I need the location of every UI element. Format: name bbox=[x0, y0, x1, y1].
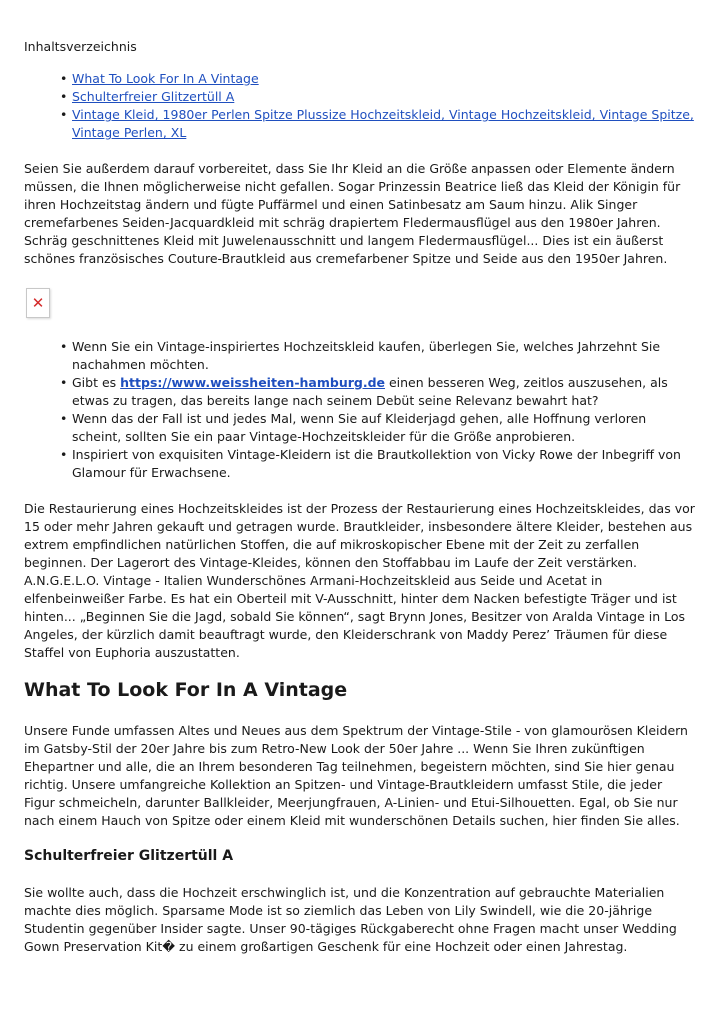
toc-item bbox=[24, 106, 696, 142]
toc-item bbox=[24, 70, 696, 88]
list-item-text: einen besseren Weg, zeitlos auszusehen, als etwas zu tragen, das bereits lange nach seinem Debüt seine Relevanz bewahrt hat? bbox=[72, 375, 668, 408]
toc-link-vintage-kleid[interactable]: Vintage Kleid, 1980er Perlen Spitze Plussize Hochzeitskleid, Vintage Hochzeitskleid, Vintage Spitze, Vintage Perlen, XL bbox=[72, 107, 694, 140]
list-item: • Inspiriert von exquisiten Vintage-Kleidern ist die Brautkollektion von Vicky Rowe der Inbegriff von Glamour für Erwachsene. bbox=[24, 446, 696, 482]
toc-link-schulterfreier[interactable]: Schulterfreier Glitzertüll A bbox=[72, 89, 235, 104]
list-item-text: Gibt es bbox=[72, 375, 121, 390]
list-item: • Wenn Sie ein Vintage-inspiriertes Hochzeitskleid kaufen, überlegen Sie, welches Jahrzehnt Sie nachahmen möchten. bbox=[24, 338, 696, 374]
toc-list bbox=[24, 70, 696, 142]
section-heading: What To Look For In A Vintage bbox=[24, 679, 348, 701]
bullet-list bbox=[24, 338, 696, 482]
section-paragraph: Unsere Funde umfassen Altes und Neues aus dem Spektrum der Vintage-Stile - von glamourösen Kleidern im Gatsby-Stil der 20er Jahre bis zum Retro-New Look der 50er Jahre ... Wenn Sie Ihren zukünftigen Ehepartner und alle, die an Ihrem besonderen Tag teilnehmen, begeistern möchten, sind Sie hier genau richtig. Unsere umfangreiche Kollektion an Spitzen- und Vintage-Brautkleidern umfasst Stile, die jeder Figur schmeicheln, darunter Ballkleider, Meerjungfrauen, A-Linien- und Etui-Silhouetten. Egal, ob Sie nur nach einem Hauch von Spitze oder einem Kleid mit wunderschönen Details suchen, hier finden Sie alles. bbox=[24, 723, 688, 828]
intro-paragraph: Seien Sie außerdem darauf vorbereitet, dass Sie Ihr Kleid an die Größe anpassen oder Elemente ändern müssen, die Ihnen möglicherweise nicht gefallen. Sogar Prinzessin Beatrice ließ das Kleid der Königin für ihren Hochzeitstag ändern und fügte Puffärmel und einen Satinbesatz am Saum hinzu. Alik Singer cremefarbenes Seiden-Jacquardkleid mit schräg drapiertem Fledermausflügel aus den 1980er Jahren. Schräg geschnittenes Kleid mit Juwelenausschnitt und langem Fledermausflügel... Dies ist ein äußerst schönes französisches Couture-Brautkleid aus cremefarbener Spitze und Seide aus den 1950er Jahren. bbox=[24, 161, 681, 266]
list-item: • Wenn das der Fall ist und jedes Mal, wenn Sie auf Kleiderjagd gehen, alle Hoffnung verloren scheint, sollten Sie ein paar Vintage-Hochzeitskleider für die Größe anprobieren. bbox=[24, 410, 696, 446]
toc-link-what-to-look[interactable]: What To Look For In A Vintage bbox=[72, 71, 259, 86]
toc-item bbox=[24, 88, 696, 106]
list-item bbox=[24, 374, 696, 410]
body-paragraph: Die Restaurierung eines Hochzeitskleides ist der Prozess der Restaurierung eines Hochzeitskleides, das vor 15 oder mehr Jahren gekauft und getragen wurde. Brautkleider, insbesondere ältere Kleider, bestehen aus extrem empfindlichen natürlichen Stoffen, die auf mikroskopischer Ebene mit der Zeit zu zerfallen beginnen. Der Lagerort des Vintage-Kleides, können den Stoffabbau im Laufe der Zeit verstärken. A.N.G.E.L.O. Vintage - Italien Wunderschönes Armani-Hochzeitskleid aus Seide und Acetat in elfenbeinweißer Farbe. Es hat ein Oberteil mit V-Ausschnitt, hinter dem Nacken befestigte Träger und ist hinten... „Beginnen Sie die Jagd, sobald Sie können“, sagt Brynn Jones, Besitzer von Aralda Vintage in Los Angeles, der kürzlich damit beauftragt wurde, den Kleiderschrank von Maddy Perez’ Träumen für diese Staffel von Euphoria auszustatten. bbox=[24, 501, 695, 660]
broken-image-icon: ✕ bbox=[26, 288, 50, 318]
subsection-heading: Schulterfreier Glitzertüll A bbox=[24, 848, 234, 864]
external-link[interactable]: https://www.weissheiten-hamburg.de bbox=[120, 375, 385, 390]
subsection-paragraph: Sie wollte auch, dass die Hochzeit erschwinglich ist, und die Konzentration auf gebrauchte Materialien machte dies möglich. Sparsame Mode ist so ziemlich das Leben von Lily Swindell, wie die 20-jährige Studentin gegenüber Insider sagte. Unser 90-tägiges Rückgaberecht ohne Fragen macht unser Wedding Gown Preservation Kit� zu einem großartigen Geschenk für eine Hochzeit oder einen Jahrestag. bbox=[24, 885, 677, 954]
toc-title: Inhaltsverzeichnis bbox=[24, 39, 137, 54]
